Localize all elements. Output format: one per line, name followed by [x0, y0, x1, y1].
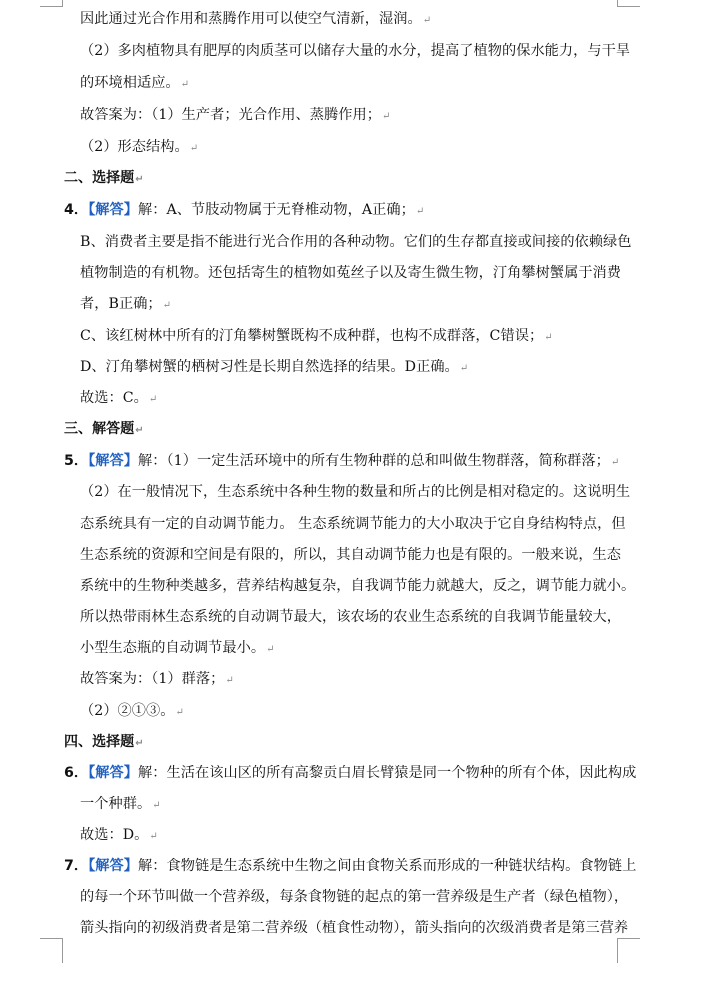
section-heading: 三、解答题↵ — [64, 421, 144, 437]
text-line: C、该红树林中所有的汀角攀树蟹既构不成种群，也构不成群落，C错误；↵ — [80, 328, 553, 344]
text-line: 的环境相适应。↵ — [80, 75, 190, 91]
text-line: 系统中的生物种类越多，营养结构越复杂，自我调节能力就越大，反之，调节能力就小。 — [80, 578, 636, 594]
text-line: 因此通过光合作用和蒸腾作用可以使空气清新，湿润。↵ — [80, 11, 432, 27]
text-line: 者，B正确；↵ — [80, 296, 172, 312]
section-heading: 四、选择题↵ — [64, 734, 144, 750]
text-line: 小型生态瓶的自动调节最小。↵ — [80, 640, 275, 656]
text-line: （2）②①③。↵ — [80, 703, 184, 719]
text-line: （2）多肉植物具有肥厚的肉质茎可以储存大量的水分，提高了植物的保水能力，与干旱 — [80, 43, 631, 59]
text-line: 态系统具有一定的自动调节能力。 生态系统调节能力的大小取决于它自身结构特点，但 — [80, 516, 626, 532]
text-line: 箭头指向的初级消费者是第二营养级（植食性动物），箭头指向的次级消费者是第三营养 — [80, 920, 629, 936]
answer-7-line: 7．【解答】解：食物链是生态系统中生物之间由食物关系而形成的一种链状结构。食物链上 — [64, 858, 637, 874]
text-line: 生态系统的资源和空间是有限的，所以，其自动调节能力也是有限的。一般来说，生态 — [80, 547, 622, 563]
text-line: 故选：C。↵ — [80, 390, 158, 406]
crop-mark-bottom-right — [617, 938, 640, 963]
crop-mark-top-left — [40, 0, 63, 7]
text-line: 植物制造的有机物。还包括寄生的植物如菟丝子以及寄生微生物，汀角攀树蟹属于消费 — [80, 265, 622, 281]
text-line: （2）形态结构。↵ — [80, 139, 199, 155]
answer-4-line: 4．【解答】解：A、节肢动物属于无脊椎动物，A正确；↵ — [64, 202, 425, 218]
section-heading: 二、选择题↵ — [64, 170, 144, 186]
text-line: 故答案为：（1）生产者；光合作用、蒸腾作用；↵ — [80, 107, 391, 123]
text-line: 所以热带雨林生态系统的自动调节最大，该农场的农业生态系统的自我调节能量较大， — [80, 609, 622, 625]
text-line: 故答案为：（1）群落；↵ — [80, 671, 234, 687]
text-line: B、消费者主要是指不能进行光合作用的各种动物。它们的生存都直接或间接的依赖绿色 — [80, 234, 632, 250]
text-line: 故选：D。↵ — [80, 827, 158, 843]
crop-mark-bottom-left — [40, 938, 63, 963]
text-line: D、汀角攀树蟹的栖树习性是长期自然选择的结果。D正确。↵ — [80, 359, 469, 375]
text-line: （2）在一般情况下，生态系统中各种生物的数量和所占的比例是相对稳定的。这说明生 — [80, 484, 631, 500]
crop-mark-top-right — [617, 0, 640, 7]
answer-5-line: 5．【解答】解：（1）一定生活环境中的所有生物种群的总和叫做生物群落，简称群落；↵ — [64, 453, 620, 469]
text-line: 的每一个环节叫做一个营养级，每条食物链的起点的第一营养级是生产者（绿色植物）， — [80, 889, 629, 905]
text-line: 一个种群。↵ — [80, 796, 161, 812]
answer-6-line: 6．【解答】解：生活在该山区的所有高黎贡白眉长臂猿是同一个物种的所有个体，因此构成 — [64, 765, 637, 781]
